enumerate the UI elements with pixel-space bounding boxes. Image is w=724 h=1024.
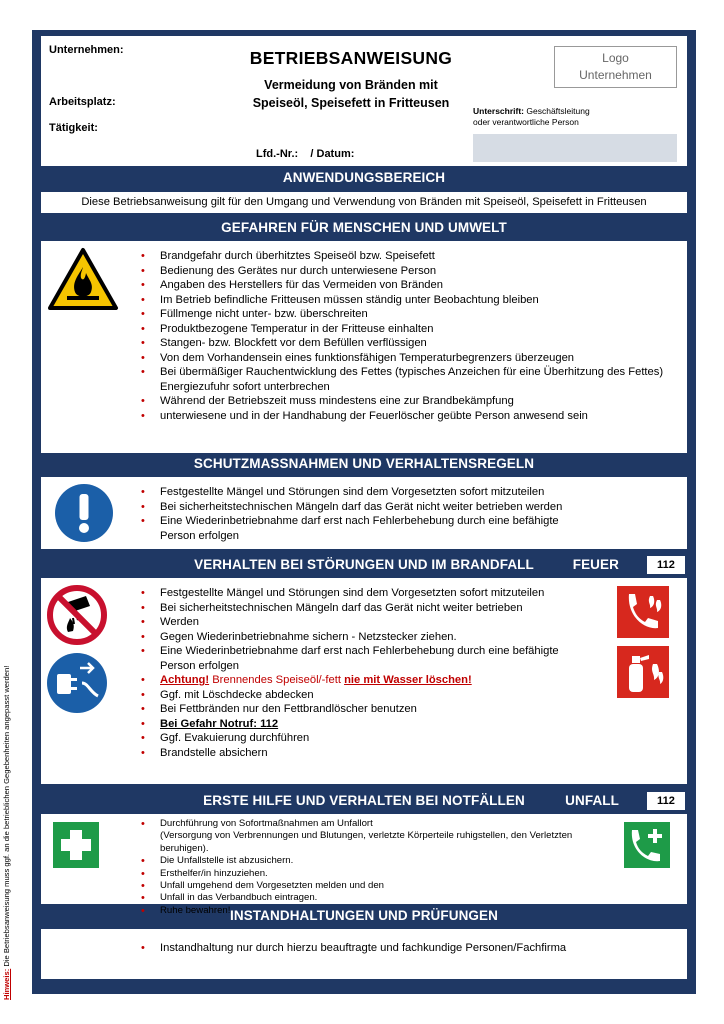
list-item bbox=[138, 673, 568, 688]
list-item: • Produktbezogene Temperatur in der Fritteuse einhalten bbox=[138, 322, 678, 337]
signature-label-bold: Unterschrift: bbox=[473, 106, 525, 116]
hazards-list bbox=[138, 249, 678, 423]
list-item: • Stangen- bzw. Blockfett vor dem Befüllen verflüssigen bbox=[138, 336, 678, 351]
list-item-text: Durchführung von Sofortmaßnahmen am Unfallort bbox=[160, 818, 373, 829]
list-item: • Bei übermäßiger Rauchentwicklung des Fettes (typisches Anzeichen für eine Überhitzung des Fettes) Energiezufuhr sofort unterbrechen bbox=[138, 365, 678, 394]
firstaid-heading-text: ERSTE HILFE UND VERHALTEN BEI NOTFÄLLEN bbox=[203, 793, 525, 808]
list-item-detail: (Versorgung von Verbrennungen und Blutungen, verletzte Körperteile ruhigstellen, den Verletzten beruhigen). bbox=[160, 830, 573, 854]
list-item: • Eine Wiederinbetriebnahme darf erst nach Fehlerbehebung durch eine befähigte Person erfolgen bbox=[138, 644, 568, 673]
list-item: • Eine Wiederinbetriebnahme darf erst nach Fehlerbehebung durch eine befähigte Person erfolgen bbox=[138, 514, 578, 543]
list-item: • Werden bbox=[138, 615, 568, 630]
list-item: • Bei Fettbränden nur den Fettbrandlöscher benutzen bbox=[138, 702, 568, 717]
protection-panel bbox=[41, 477, 687, 549]
list-item: • Gegen Wiederinbetriebnahme sichern - Netzstecker ziehen. bbox=[138, 630, 568, 645]
first-aid-cross-icon bbox=[53, 822, 99, 868]
fire-phone-icon bbox=[617, 586, 669, 638]
warning-emphasis: nie mit Wasser löschen! bbox=[344, 674, 472, 686]
malfunction-heading bbox=[41, 555, 687, 575]
maintenance-heading: INSTANDHALTUNGEN UND PRÜFUNGEN bbox=[230, 908, 498, 923]
company-label: Unternehmen: bbox=[49, 44, 124, 56]
list-item: • Festgestellte Mängel und Störungen sind dem Vorgesetzten sofort mitzuteilen bbox=[138, 586, 568, 601]
fire-emergency-number: 112 bbox=[647, 556, 685, 574]
list-item: • Ersthelfer/in hinzuziehen. bbox=[138, 868, 608, 880]
maintenance-list bbox=[138, 941, 678, 956]
hazards-heading: GEFAHREN FÜR MENSCHEN UND UMWELT bbox=[221, 220, 507, 235]
warning-bold: Achtung! bbox=[160, 674, 210, 686]
header-panel bbox=[41, 36, 687, 166]
list-item: • Die Unfallstelle ist abzusichern. bbox=[138, 855, 608, 867]
workplace-label: Arbeitsplatz: bbox=[49, 96, 116, 108]
signature-text-2: oder verantwortliche Person bbox=[473, 117, 579, 127]
list-item: • Ggf. Evakuierung durchführen bbox=[138, 731, 568, 746]
fire-extinguisher-icon bbox=[617, 646, 669, 698]
logo-line-2: Unternehmen bbox=[579, 68, 652, 82]
list-item: • Von dem Vorhandensein eines funktionsfähigen Temperaturbegrenzers überzeugen bbox=[138, 351, 678, 366]
list-item: • Unfall umgehend dem Vorgesetzten melden und den bbox=[138, 880, 608, 892]
no-water-extinguishing-icon bbox=[46, 584, 108, 646]
list-item: • unterwiesene und in der Handhabung der Feuerlöscher geübte Person anwesend sein bbox=[138, 409, 678, 424]
accident-emergency-number: 112 bbox=[647, 792, 685, 810]
document-subtitle bbox=[211, 76, 491, 112]
side-note bbox=[2, 665, 11, 1000]
list-item: • Bei sicherheitstechnischen Mängeln darf das Gerät nicht weiter betrieben bbox=[138, 601, 568, 616]
malfunction-heading-text: VERHALTEN BEI STÖRUNGEN UND IM BRANDFALL bbox=[194, 557, 534, 572]
list-item bbox=[138, 717, 568, 732]
unplug-mains-icon bbox=[46, 652, 108, 714]
warning-text: Brennendes Speiseöl/-fett bbox=[209, 674, 345, 686]
list-item: • Brandstelle absichern bbox=[138, 746, 568, 761]
firstaid-heading bbox=[41, 791, 687, 811]
side-note-text: Die Betriebsanweisung muss ggf. an die betrieblichen Gegebenheiten angepasst werden! bbox=[2, 665, 11, 969]
list-item: • Während der Betriebszeit muss mindestens eine zur Brandbekämpfung bbox=[138, 394, 678, 409]
company-logo-placeholder bbox=[554, 46, 677, 88]
list-item: • Angaben des Herstellers für das Vermeiden von Bränden bbox=[138, 278, 678, 293]
malfunction-panel bbox=[41, 578, 687, 784]
maintenance-panel bbox=[41, 929, 687, 979]
number-date-field: Lfd.-Nr.: / Datum: bbox=[256, 148, 355, 160]
list-item: • Unfall in das Verbandbuch eintragen. bbox=[138, 892, 608, 904]
list-item: • Bei sicherheitstechnischen Mängeln darf das Gerät nicht weiter betrieben werden bbox=[138, 500, 578, 515]
list-item: • Im Betrieb befindliche Fritteusen müssen ständig unter Beobachtung bleiben bbox=[138, 293, 678, 308]
signature-field[interactable] bbox=[473, 134, 677, 162]
hazards-panel bbox=[41, 241, 687, 453]
scope-text: Diese Betriebsanweisung gilt für den Umgang und Verwendung von Bränden mit Speiseöl, Speisefett in Fritteusen bbox=[41, 192, 687, 213]
protection-list bbox=[138, 485, 578, 543]
list-item bbox=[138, 818, 608, 855]
activity-label: Tätigkeit: bbox=[49, 122, 98, 134]
subtitle-line-2: Speiseöl, Speisefett in Fritteusen bbox=[252, 96, 450, 110]
mandatory-exclamation-icon bbox=[54, 483, 114, 543]
list-item: • Brandgefahr durch überhitztes Speiseöl bzw. Speisefett bbox=[138, 249, 678, 264]
list-item: • Instandhaltung nur durch hierzu beauftragte und fachkundige Personen/Fachfirma bbox=[138, 941, 678, 956]
scope-heading: ANWENDUNGSBEREICH bbox=[282, 170, 446, 185]
fire-label: FEUER bbox=[572, 557, 619, 572]
list-item: • Füllmenge nicht unter- bzw. überschreiten bbox=[138, 307, 678, 322]
protection-heading: SCHUTZMASSNAHMEN UND VERHALTENSREGELN bbox=[193, 456, 535, 471]
firstaid-list bbox=[138, 818, 608, 917]
flammable-warning-icon bbox=[47, 247, 119, 311]
instruction-frame bbox=[32, 30, 696, 994]
logo-line-1: Logo bbox=[602, 51, 629, 65]
list-item: • Festgestellte Mängel und Störungen sind dem Vorgesetzten sofort mitzuteilen bbox=[138, 485, 578, 500]
subtitle-line-1: Vermeidung von Bränden mit bbox=[264, 78, 438, 92]
emergency-call: Bei Gefahr Notruf: 112 bbox=[160, 717, 279, 730]
list-item: • Ggf. mit Löschdecke abdecken bbox=[138, 688, 568, 703]
signature-label bbox=[473, 106, 590, 128]
signature-text-1: Geschäftsleitung bbox=[524, 106, 590, 116]
malfunction-list bbox=[138, 586, 568, 760]
list-item: • Ruhe bewahren! bbox=[138, 905, 608, 917]
document-title: BETRIEBSANWEISUNG bbox=[249, 48, 453, 68]
accident-label: UNFALL bbox=[565, 793, 619, 808]
side-note-label: Hinweis: bbox=[2, 968, 11, 1000]
list-item: • Bedienung des Gerätes nur durch unterwiesene Person bbox=[138, 264, 678, 279]
emergency-phone-icon bbox=[624, 822, 670, 868]
